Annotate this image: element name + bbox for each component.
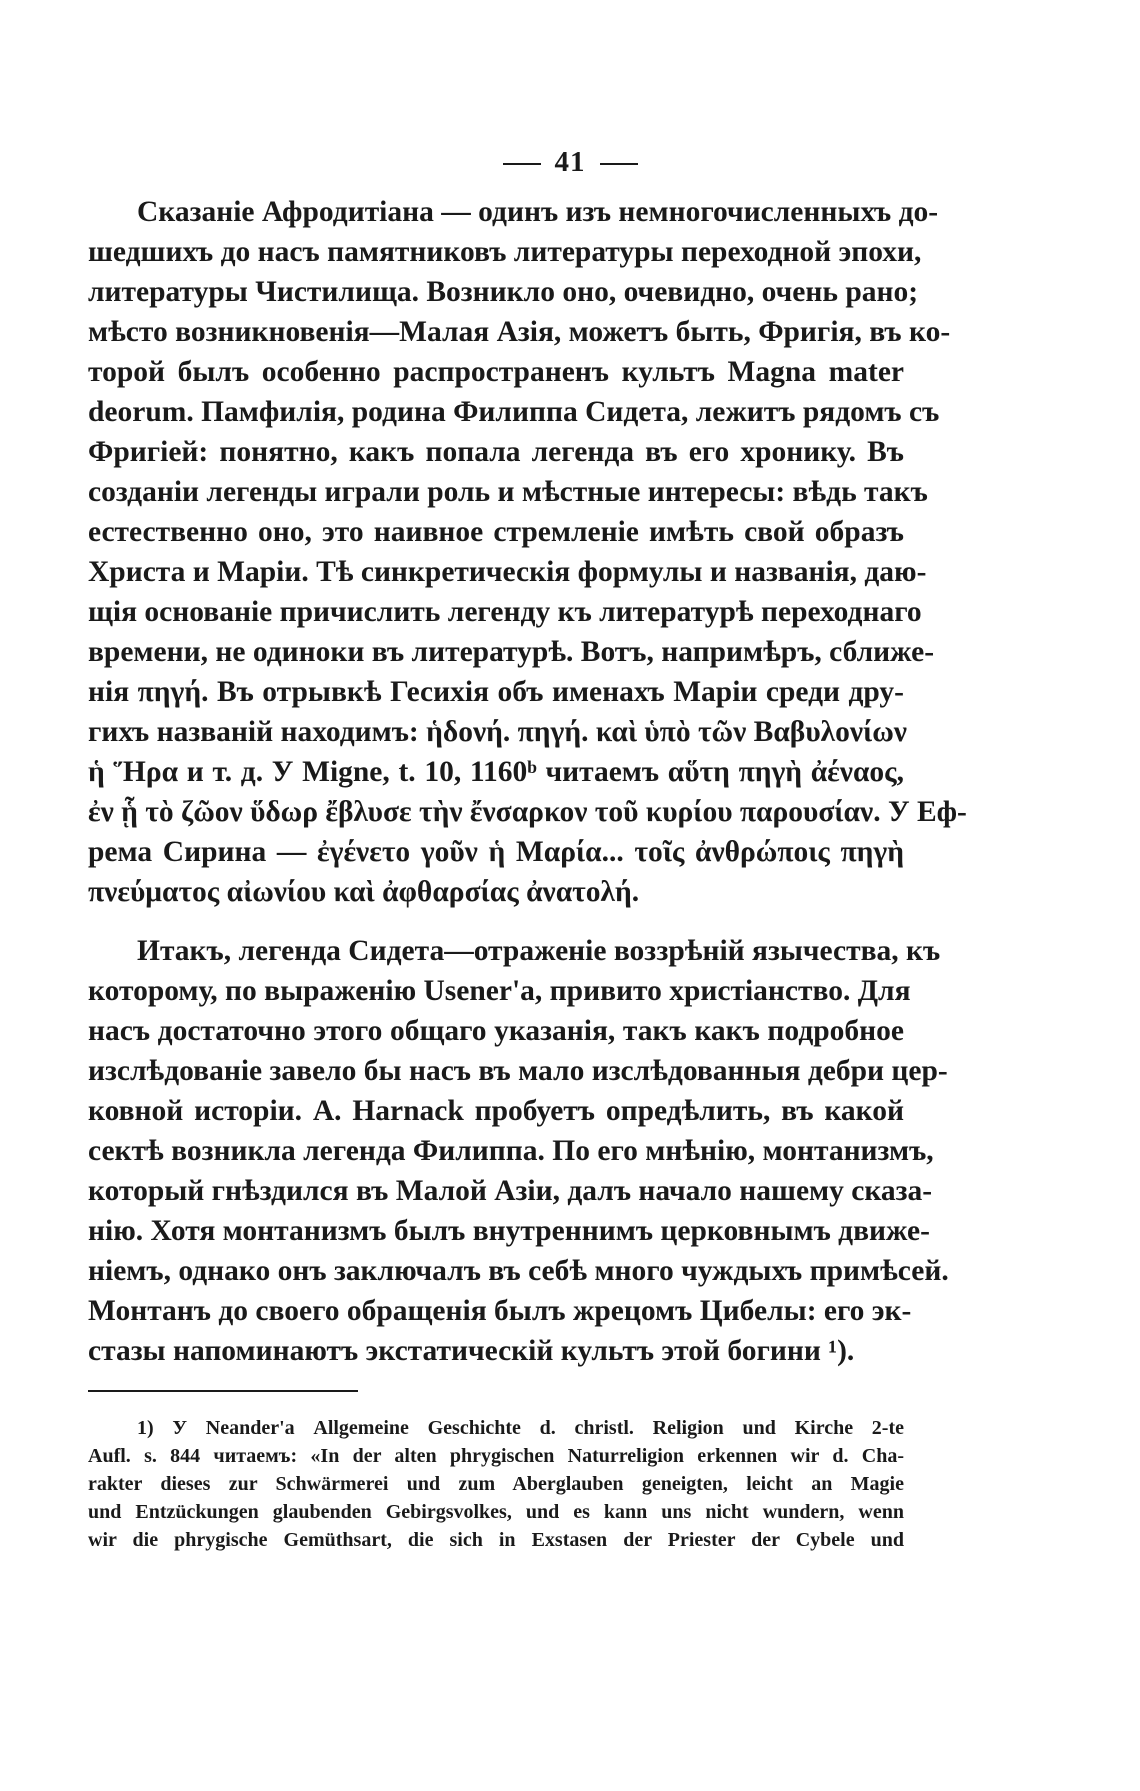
text-line: литературы Чистилища. Возникло оно, очевидно, очень рано;: [88, 276, 919, 308]
footnote-rule: [88, 1390, 358, 1392]
page-number: 41: [0, 146, 1140, 179]
text-line: πνεύματος αἰωνίου καὶ ἀφθαρσίας ἀνατολή.: [88, 876, 640, 908]
text-line: изслѣдованіе завело бы насъ въ мало изслѣдованныя дебри цер-: [88, 1055, 948, 1087]
dash-left: [503, 163, 541, 165]
text-line: ніемъ, однако онъ заключалъ въ себѣ много чуждыхъ примѣсей.: [88, 1255, 949, 1287]
text-line: торой былъ особенно распространенъ культъ Magna mater: [88, 356, 904, 388]
text-line: Сказаніе Афродитіана — одинъ изъ немногочисленныхъ до-: [137, 196, 939, 228]
text-line: deorum. Памфилія, родина Филиппа Сидета, лежитъ рядомъ съ: [88, 396, 940, 428]
text-line: времени, не одиноки въ литературѣ. Вотъ, напримѣръ, сближе-: [88, 636, 935, 668]
text-line: мѣсто возникновенія—Малая Азія, можетъ быть, Фригія, въ ко-: [88, 316, 951, 348]
text-line: щія основаніе причислить легенду къ литературѣ переходнаго: [88, 596, 922, 628]
dash-right: [600, 163, 638, 165]
footnote-line: Aufl. s. 844 читаемъ: «In der alten phrygischen Naturreligion erkennen wir d. Cha-: [88, 1445, 904, 1467]
footnote-line: und Entzückungen glaubenden Gebirgsvolkes, und es kann uns nicht wundern, wenn: [88, 1501, 904, 1523]
footnote-line: wir die phrygische Gemüthsart, die sich in Exstasen der Priester der Cybele und: [88, 1529, 904, 1551]
text-line: которому, по выраженію Usener'а, привито христіанство. Для: [88, 975, 911, 1007]
text-line: гихъ названій находимъ: ἡδονή. πηγή. καὶ ὑπὸ τῶν Βαβυλονίων: [88, 716, 907, 748]
footnote-line: 1) У Neander'а Allgemeine Geschichte d. christl. Religion und Kirche 2-te: [137, 1417, 904, 1439]
text-line: созданіи легенды играли роль и мѣстные интересы: вѣдь такъ: [88, 476, 928, 508]
text-line: Христа и Маріи. Тѣ синкретическія формулы и названія, даю-: [88, 556, 927, 588]
text-line: нія πηγή. Въ отрывкѣ Гесихія объ именахъ Маріи среди дру-: [88, 676, 904, 708]
text-line: ἡ Ἥρα и т. д. У Migne, t. 10, 1160ᵇ читаемъ αὕτη πηγὴ ἀέναος,: [88, 756, 904, 788]
text-line: рема Сирина — ἐγένετο γοῦν ἡ Μαρία... τοῖς ἀνθρώποις πηγὴ: [88, 836, 904, 868]
text-line: ковной исторіи. A. Harnack пробуетъ опредѣлить, въ какой: [88, 1095, 904, 1127]
text-line: естественно оно, это наивное стремленіе имѣть свой образъ: [88, 516, 904, 548]
text-line: Фригіей: понятно, какъ попала легенда въ его хронику. Въ: [88, 436, 904, 468]
text-line: насъ достаточно этого общаго указанія, такъ какъ подробное: [88, 1015, 904, 1047]
text-line: сектѣ возникла легенда Филиппа. По его мнѣнію, монтанизмъ,: [88, 1135, 934, 1167]
text-line: Монтанъ до своего обращенія былъ жрецомъ Цибелы: его эк-: [88, 1295, 912, 1327]
text-line: стазы напоминаютъ экстатическій культъ этой богини ¹).: [88, 1335, 855, 1367]
text-line: Итакъ, легенда Сидета—отраженіе воззрѣній язычества, къ: [137, 935, 941, 967]
text-line: ἐν ᾗ τὸ ζῶον ὕδωρ ἔβλυσε τὴν ἔνσαρκον τοῦ κυρίου παρουσίαν. У Еф-: [88, 796, 967, 828]
text-line: который гнѣздился въ Малой Азіи, далъ начало нашему сказа-: [88, 1175, 933, 1207]
text-line: нію. Хотя монтанизмъ былъ внутреннимъ церковнымъ движе-: [88, 1215, 930, 1247]
footnote-line: rakter dieses zur Schwärmerei und zum Aberglauben geneigten, leicht an Magie: [88, 1473, 904, 1495]
text-line: шедшихъ до насъ памятниковъ литературы переходной эпохи,: [88, 236, 922, 268]
